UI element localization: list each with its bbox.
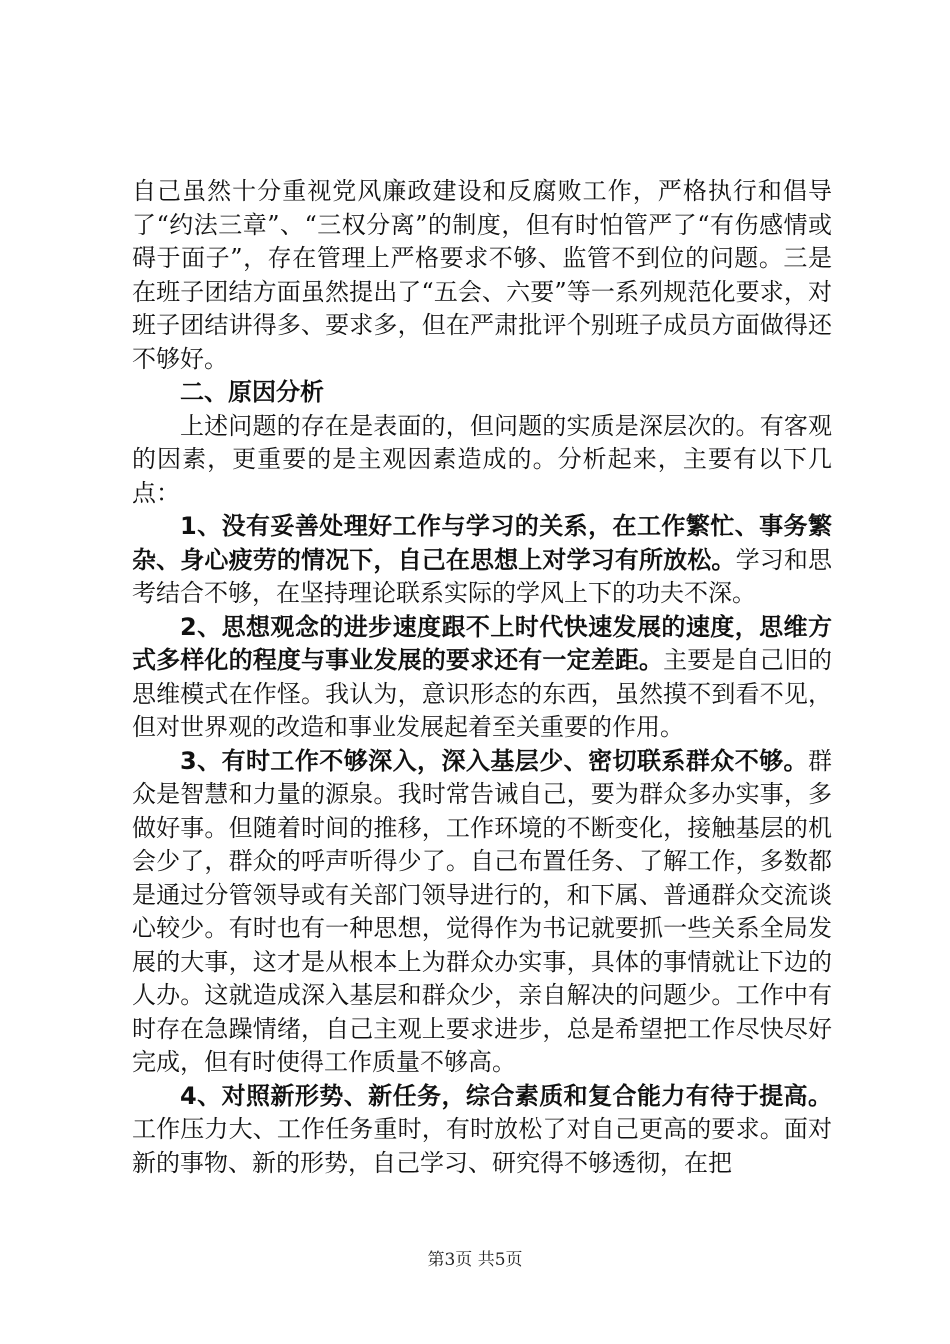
point-lead-3: 3、有时工作不够深入，深入基层少、密切联系群众不够。 xyxy=(180,746,808,775)
section-heading: 二、原因分析 xyxy=(180,378,324,406)
document-body xyxy=(132,175,832,1180)
point-paragraph-3 xyxy=(132,745,832,1080)
point-paragraph-2 xyxy=(132,611,832,745)
page-footer: 第3页 共5页 xyxy=(427,1250,523,1270)
point-paragraph-1 xyxy=(132,510,832,611)
continuation-paragraph: 自己虽然十分重视党风廉政建设和反腐败工作，严格执行和倡导了“约法三章”、“三权分离”的制度，但有时怕管严了“有伤感情或碍于面子”，存在管理上严格要求不够、监管不到位的问题。三是在班子团结方面虽然提出了“五会、六要”等一系列规范化要求，对班子团结讲得多、要求多，但在严肃批评个别班子成员方面做得还不够好。 xyxy=(132,177,832,373)
point-body-3: 群众是智慧和力量的源泉。我时常告诫自己，要为群众多办实事，多做好事。但随着时间的推移，工作环境的不断变化，接触基层的机会少了，群众的呼声听得少了。自己布置任务、了解工作，多数都是通过分管领导或有关部门领导进行的，和下属、普通群众交流谈心较少。有时也有一种思想，觉得作为书记就要抓一些关系全局发展的大事，这才是从根本上为群众办实事，具体的事情就让下边的人办。这就造成深入基层和群众少，亲自解决的问题少。工作中有时存在急躁情绪，自己主观上要求进步，总是希望把工作尽快尽好完成，但有时使得工作质量不够高。 xyxy=(132,746,832,1076)
point-lead-2: 2、思想观念的进步速度跟不上时代快速发展的速度，思维方式多样化的程度与事业发展的要求还有一定差距。 xyxy=(132,612,832,674)
point-body-2: 主要是自己旧的思维模式在作怪。我认为，意识形态的东西，虽然摸不到看不见，但对世界观的改造和事业发展起着至关重要的作用。 xyxy=(132,646,833,741)
point-body-4: 工作压力大、工作任务重时，有时放松了对自己更高的要求。面对新的事物、新的形势，自己学习、研究得不够透彻，在把 xyxy=(132,1115,832,1177)
point-paragraph-4 xyxy=(132,1080,832,1181)
intro-paragraph: 上述问题的存在是表面的，但问题的实质是深层次的。有客观的因素，更重要的是主观因素造成的。分析起来，主要有以下几点： xyxy=(132,411,832,507)
point-lead-1: 1、没有妥善处理好工作与学习的关系，在工作繁忙、事务繁杂、身心疲劳的情况下，自己在思想上对学习有所放松。 xyxy=(132,512,832,574)
point-lead-4: 4、对照新形势、新任务，综合素质和复合能力有待于提高。 xyxy=(180,1081,832,1110)
point-body-1: 学习和思考结合不够，在坚持理论联系实际的学风上下的功夫不深。 xyxy=(132,545,833,607)
